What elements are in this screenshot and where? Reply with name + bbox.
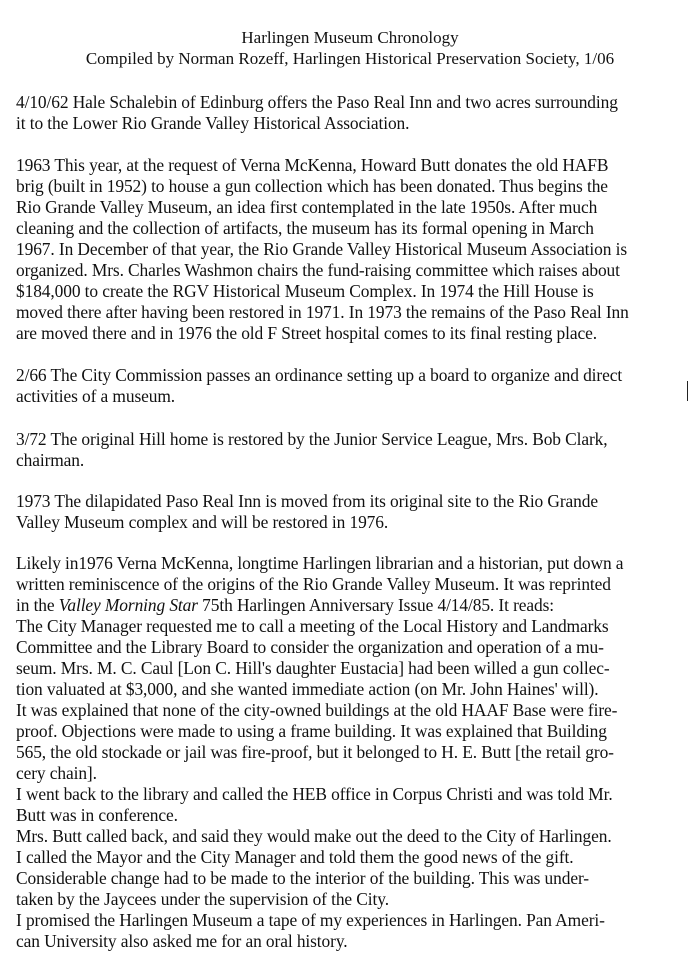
- text-line: The City Manager requested me to call a meeting of the Local History and Landmarks: [16, 616, 609, 636]
- text-line: brig (built in 1952) to house a gun collection which has been donated. Thus begins the: [16, 176, 608, 196]
- text-line: Considerable change had to be made to the interior of the building. This was under-: [16, 868, 589, 888]
- text-line: I promised the Harlingen Museum a tape of my experiences in Harlingen. Pan Ameri-: [16, 910, 605, 930]
- text-line: 3/72 The original Hill home is restored by the Junior Service League, Mrs. Bob Clark,: [16, 429, 608, 449]
- text-line: moved there after having been restored in 1971. In 1973 the remains of the Paso Real Inn: [16, 302, 629, 322]
- text-line: cery chain].: [16, 763, 97, 783]
- text-line: Butt was in conference.: [16, 805, 178, 825]
- text-line: 4/10/62 Hale Schalebin of Edinburg offers the Paso Real Inn and two acres surrounding: [16, 92, 618, 112]
- text-segment: 75th Harlingen Anniversary Issue 4/14/85. It reads:: [197, 595, 555, 615]
- text-line: $184,000 to create the RGV Historical Museum Complex. In 1974 the Hill House is: [16, 281, 594, 301]
- margin-mark: [687, 381, 688, 401]
- text-line: tion valuated at $3,000, and she wanted immediate action (on Mr. John Haines' will).: [16, 679, 599, 699]
- text-line: 1967. In December of that year, the Rio Grande Valley Historical Museum Association is: [16, 239, 627, 259]
- text-line: 565, the old stockade or jail was fire-proof, but it belonged to H. E. Butt [the retail gro-: [16, 742, 614, 762]
- document-subtitle: Compiled by Norman Rozeff, Harlingen Historical Preservation Society, 1/06: [85, 49, 615, 68]
- text-line: cleaning and the collection of artifacts, the museum has its formal opening in March: [16, 218, 594, 238]
- text-line: Rio Grande Valley Museum, an idea first contemplated in the late 1950s. After much: [16, 197, 598, 217]
- text-line: I called the Mayor and the City Manager and told them the good news of the gift.: [16, 847, 574, 867]
- text-line: are moved there and in 1976 the old F Street hospital comes to its final resting place.: [16, 323, 597, 343]
- document-title: Harlingen Museum Chronology: [241, 28, 459, 47]
- text-line: It was explained that none of the city-owned buildings at the old HAAF Base were fire-: [16, 700, 618, 720]
- text-line: Valley Museum complex and will be restored in 1976.: [16, 512, 389, 532]
- text-line: 1973 The dilapidated Paso Real Inn is moved from its original site to the Rio Grande: [16, 491, 598, 511]
- newspaper-name: Valley Morning Star: [58, 595, 198, 615]
- text-line: 1963 This year, at the request of Verna McKenna, Howard Butt donates the old HAFB: [16, 155, 609, 175]
- text-line: activities of a museum.: [16, 386, 176, 406]
- text-line: can University also asked me for an oral history.: [16, 931, 348, 951]
- text-segment: in the: [16, 595, 59, 615]
- text-line: Mrs. Butt called back, and said they would make out the deed to the City of Harlingen.: [16, 826, 612, 846]
- text-line: written reminiscence of the origins of the Rio Grande Valley Museum. It was reprinted: [16, 574, 611, 594]
- text-line: organized. Mrs. Charles Washmon chairs the fund-raising committee which raises about: [16, 260, 620, 280]
- text-line: it to the Lower Rio Grande Valley Historical Association.: [16, 113, 410, 133]
- text-line: [16, 595, 554, 615]
- text-line: 2/66 The City Commission passes an ordinance setting up a board to organize and direct: [16, 365, 623, 385]
- text-line: Committee and the Library Board to consider the organization and operation of a mu-: [16, 637, 604, 657]
- text-line: taken by the Jaycees under the supervision of the City.: [16, 889, 389, 909]
- text-line: I went back to the library and called the HEB office in Corpus Christi and was told Mr.: [16, 784, 613, 804]
- text-line: proof. Objections were made to using a frame building. It was explained that Building: [16, 721, 607, 741]
- text-line: Likely in1976 Verna McKenna, longtime Harlingen librarian and a historian, put down a: [16, 553, 624, 573]
- text-line: chairman.: [16, 450, 85, 470]
- text-line: seum. Mrs. M. C. Caul [Lon C. Hill's daughter Eustacia] had been willed a gun collec-: [16, 658, 610, 678]
